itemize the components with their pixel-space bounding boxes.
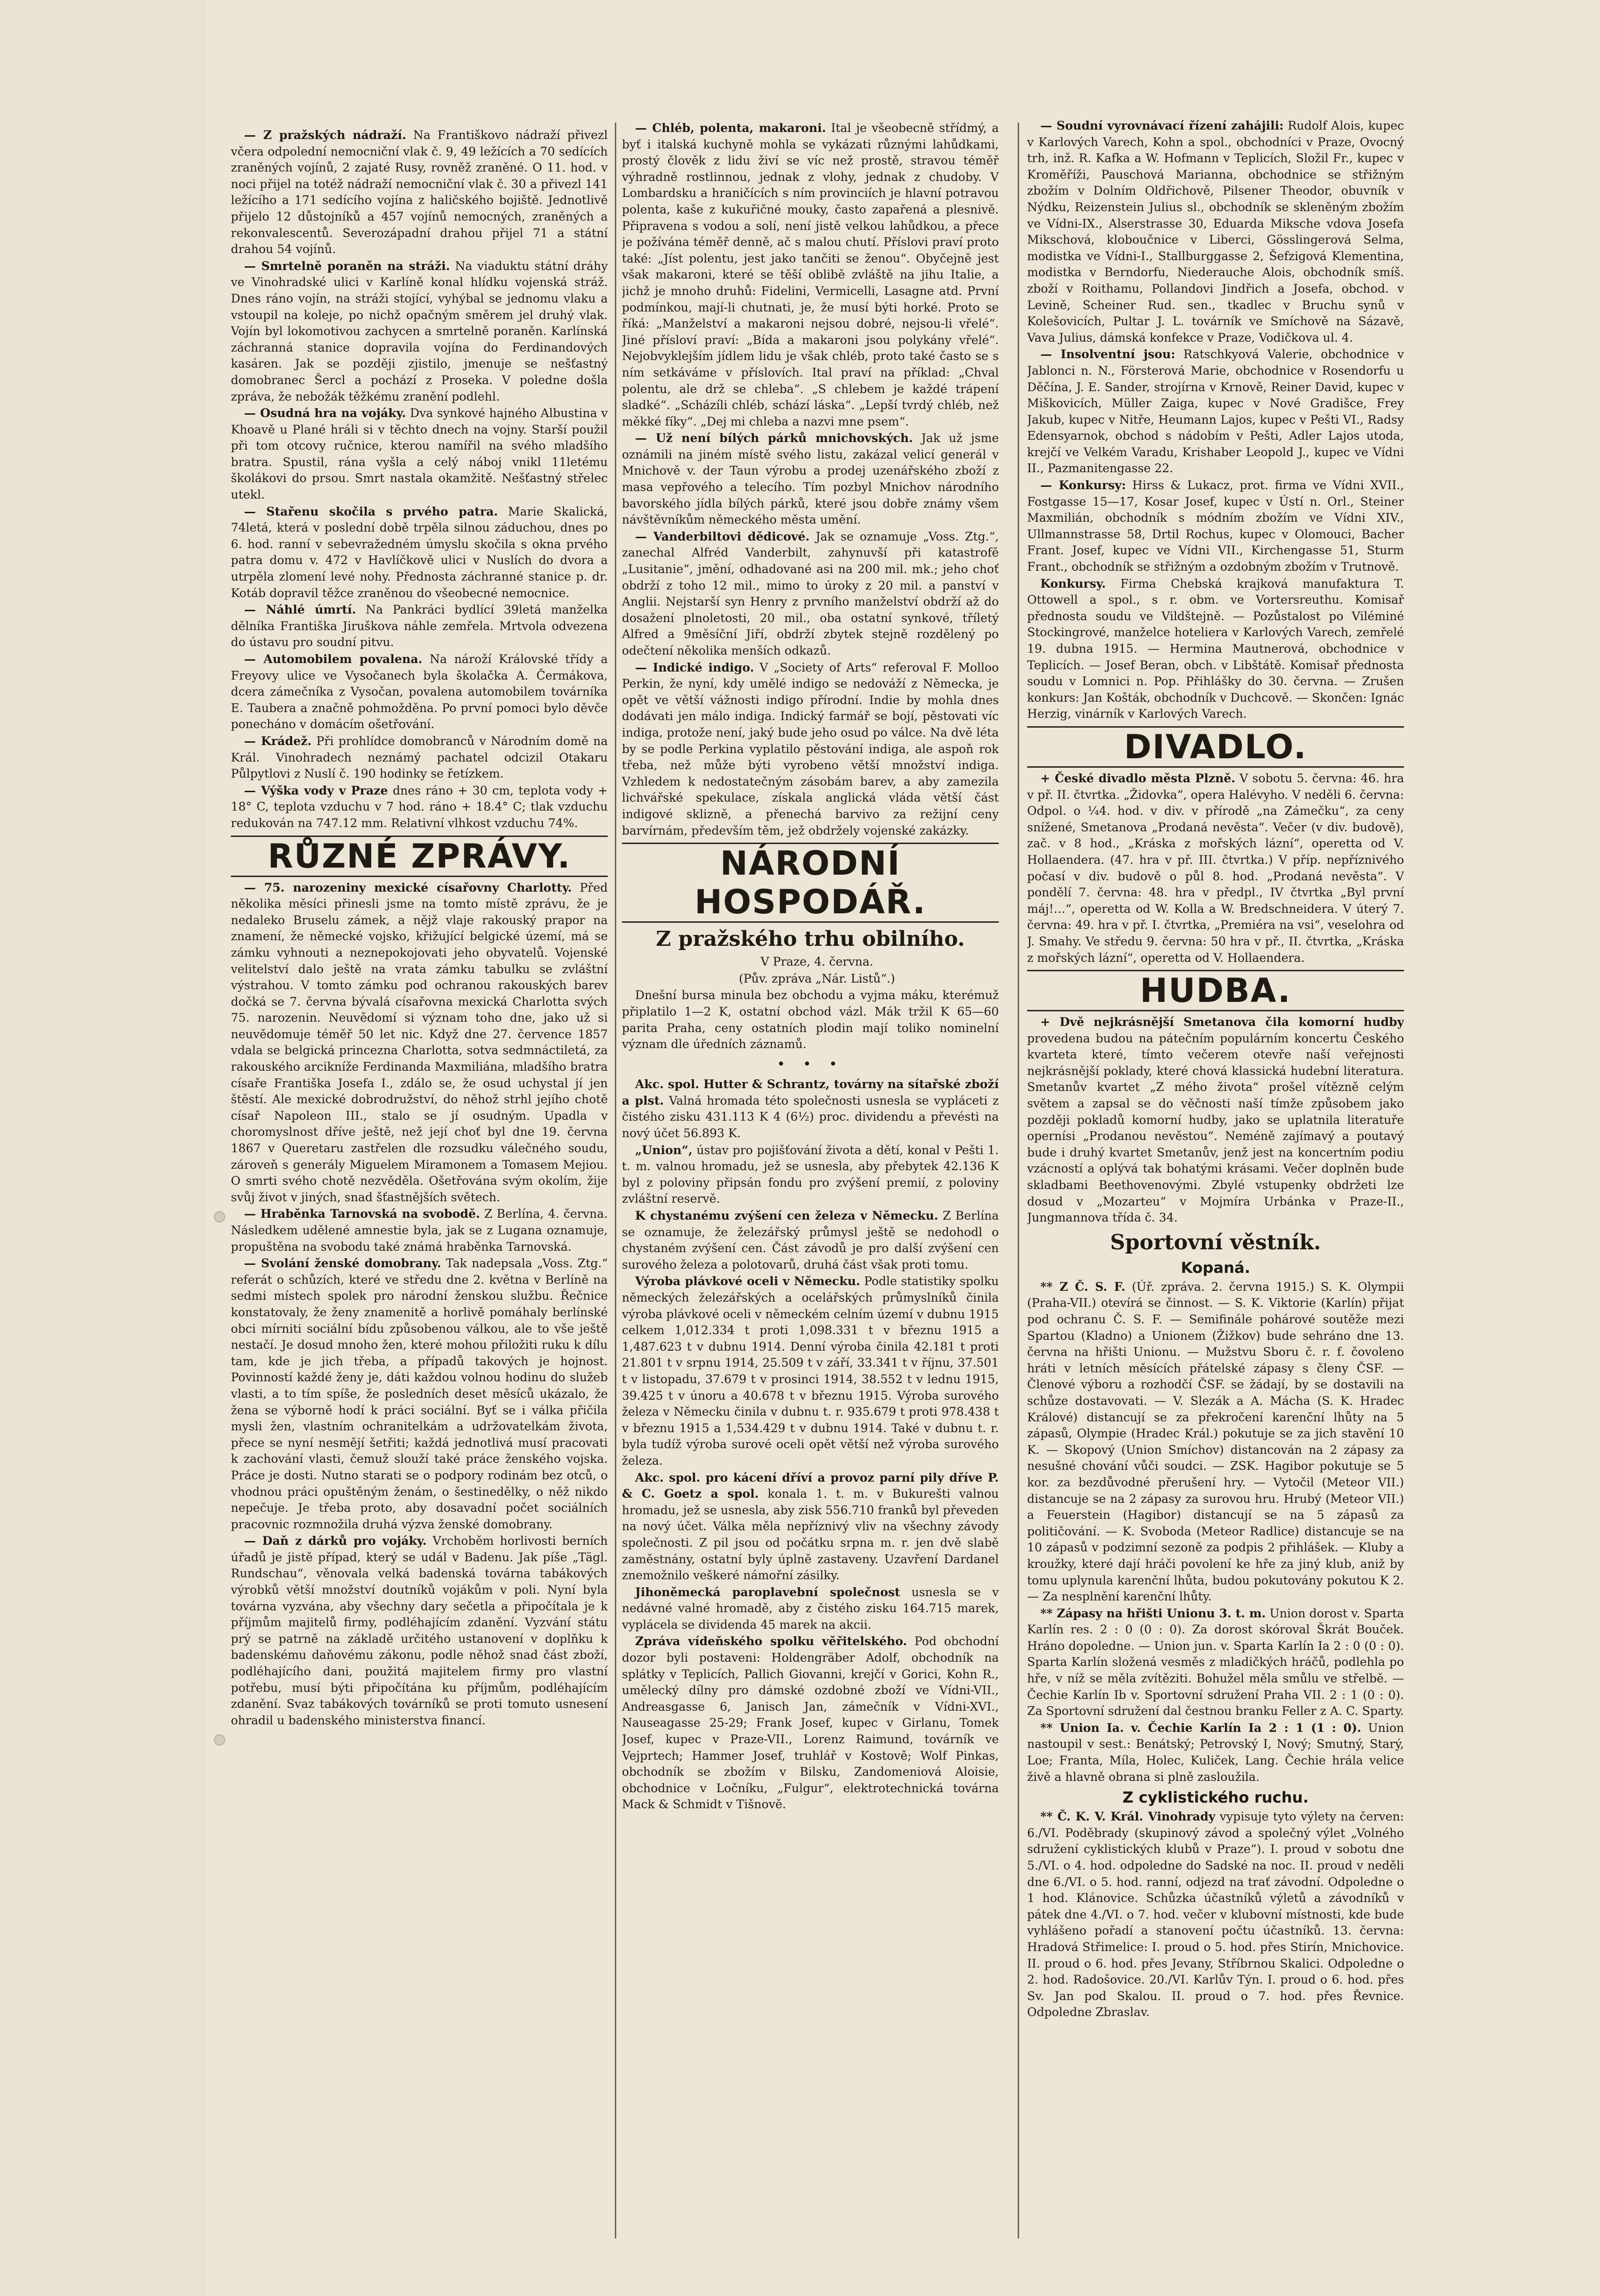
news-item xyxy=(231,1255,608,1533)
news-item-text: Z Berlína, 4. června. Následkem udělené amnestie byla, jak se z Lugana oznamuje, propuštěna na svobodu také známá hraběnka Tarnovská. xyxy=(231,1207,608,1254)
news-item xyxy=(622,1633,999,1813)
news-item-lead: — Výška vody v Praze xyxy=(244,783,388,797)
news-item-text: Pod obchodní dozor byli postaveni: Holdengräber Adolf, obchodník na splátky v Teplicích, Pallich Giovanni, krejčí v Gorici, Kohn R., umělecký dílny pro dámské ozdobné zboží ve Vídni-VII., Andreasgasse 6, Janisch Jan, zámečník v Vídni-XVI., Nauseagasse 25-29; Frank Josef, kupec v Girlanu, Tomek Josef, kupec v Praze-VII., Lorenz Raimund, továrník ve Vejprtech; Hammer Josef, truhlář v Kostově; Wolf Pinkas, obchodník se zbožím v Bilsku, Zandomeniová Aloisie, obchodnice v Ločníku, „Fulgur“, elektrotechnická továrna Mack & Schmidt v Tišnově. xyxy=(622,1634,999,1812)
section-title-divadlo: DIVADLO. xyxy=(1027,726,1404,768)
news-item-lead: ** Č. K. V. Král. Vinohrady xyxy=(1040,1810,1216,1824)
news-item-lead: — Hraběnka Tarnovská na svobodě. xyxy=(244,1207,480,1221)
news-item-text: Na Františkovo nádraží přivezl včera odpolední nemocniční vlak č. 9, 49 ležících a 70 sedících zraněných vojínů, 2 zajaté Rusy, rovněž zraněné. O 11. hod. v noci přijel na totéž nádraží nemocniční vlak č. 30 a přivezl 141 ležícího a 171 sedícího vojína z haličského bojiště. Jednotlivě přijelo 12 důstojníků a 457 vojínů nemocných, zraněných a rekonvalescentů. Severozápadní drahou přijel 71 a státní drahou 54 vojínů. xyxy=(231,128,608,256)
section-title-narodni-hospodar: NÁRODNÍ HOSPODÁŘ. xyxy=(622,843,999,923)
news-item-lead: — Osudná hra na vojáky. xyxy=(244,406,406,420)
source-note: (Pův. zpráva „Nár. Listů“.) xyxy=(739,971,895,985)
binding-hole xyxy=(214,1734,225,1746)
news-item xyxy=(231,405,608,503)
news-item-lead: ** Zápasy na hřišti Unionu 3. t. m. xyxy=(1040,1606,1266,1620)
news-item xyxy=(231,602,608,651)
news-item xyxy=(231,651,608,733)
news-item-text: Na viaduktu státní dráhy ve Vinohradské ulici v Karlíně konal hlídku vojenská stráž. Dnes ráno vojín, na stráži stojící, vyhýbal se jednomu vlaku a vstoupil na koleje, po nichž opačným směrem jel druhý vlak. Vojín byl lokomotivou zachycen a smrtelně poraněn. Karlínská záchranná stanice dopravila vojína do Ferdinandových kasáren. Jak se později zjistilo, jmenuje se nešťastný domobranec Šercl a pochází z Proseka. V poledne došla zpráva, že nebožák těžkému zranění podlehl. xyxy=(231,259,608,403)
news-item-text: Při prohlídce domobranců v Národním domě na Král. Vinohradech neznámý pachatel odcizil Otakaru Půlpytlovi z Nuslí č. 190 hodinky se řetízkem. xyxy=(231,734,608,781)
news-item-text: Marie Skalická, 74letá, která v poslední době trpěla silnou záduchou, dnes po 6. hod. ranní v sebevražedném úmyslu skočila s okna prvého patra domu v. 472 v Havlíčkově ulici v Nuslích do dvora a utrpěla zlomení levé nohy. Přednosta záchranné stanice p. dr. Kotáb dopravil těžce zraněnou do všeobecné nemocnice. xyxy=(231,504,608,600)
news-item-lead: Akc. spol. pro kácení dříví a provoz parní pily dříve P. & C. Goetz a spol. xyxy=(622,1470,999,1501)
news-item-text: Rudolf Alois, kupec v Karlových Varech, Kohn a spol., obchodníci v Praze, Ovocný trh, inž. R. Kafka a W. Hofmann v Teplicích, Složil Fr., kupec v Kroměříži, Pauschová Marianna, obchodnice se střižným zbožím v Dolním Oldřichově, Pilsener Theodor, obuvník v Nýdku, Reizenstein Julius sl., obchodník se skleněným zbožím ve Vídni-IX., Alserstrasse 30, Eduarda Miksche vdova Josefa Mikschová, kloboučnice v Liberci, Gösslingerová Selma, modistka ve Vídni-I., Stallburggasse 2, Šefzigová Klementina, modistka v Berndorfu, Niederauche Alois, obchodník smíš. zboží v Roithamu, Pollandovi Jindřich a Josefa, obchod. v Levině, Scheiner Rud. sen., tkadlec v Bruchu synů v Kolešovicích, Pultar J. L. továrník ve Smíchově na Sázavě, Vava Julius, dámská konfekce v Praze, Vodičkova ul. 4. xyxy=(1027,119,1404,344)
news-item xyxy=(622,660,999,839)
section-title-sportovni-vestnik: Sportovní věstník. xyxy=(1110,1230,1321,1255)
news-item xyxy=(231,783,608,832)
article-title-obilni-trh: Z pražského trhu obilního. xyxy=(656,927,965,951)
news-item-text: Valná hromada této společnosti usnesla se vypláceti z čistého zisku 431.113 K 4 (6½) proc. dividendu a převésti na nový účet 56.893 K. xyxy=(622,1093,999,1140)
news-item-text: (Úř. zpráva. 2. června 1915.) S. K. Olympii (Praha-VII.) otevírá se činnost. — S. K. Viktorie (Karlín) přijat pod ochranu Č. S. F. — Semifinále pohárové soutěže mezi Spartou (Kladno) a Unionem (Žižkov) bude sehráno dne 13. června na hřišti Unionu. — Mužstvu Sboru č. r. f. čovoleno hráti v letních měsících přátelské zápasy s členy ČSF. — Členové výboru a rozhodčí ČSF. se žádají, by se dostavili na schůze dostavovati. — V. Slezák a A. Mácha (S. K. Hradec Králové) distancují se za překročení karenční lhůty na 5 zápasů, Olympie (Hradec Král.) pokutuje se za jich stavění 10 K. — Skopový (Union Smíchov) distancován na 2 zápasy za nesušné chování vůči soudci. — ZSK. Hagibor pokutuje se 5 kor. za bezdůvodné přerušení hry. — Vytočil (Meteor VII.) distancuje se na 2 zápasy za surovou hru. Hrubý (Meteor VII.) a Feuerstein (Hagibor) distancují se na 5 zápasů za političování. — K. Svoboda (Meteor Radlice) distancuje se na 10 zápasů v podzimní sezoně za podpis 2 přihlášek. — Kluby a kroužky, které dají hráči povolení ke hře za jiný klub, aniž by tomu uplynula karenční lhůta, budou pokutovány pokutou K 2. — Za nesplnění karenční lhůty. xyxy=(1027,1279,1404,1604)
news-item-text: Union dorost v. Sparta Karlín res. 2 : 0 (0 : 0). Za dorost skóroval Škrát Bouček. Hráno dopoledne. — Union jun. v. Sparta Karlín Ia 2 : 0 (0 : 0). Sparta Karlín složená vesměs z mladičkých hráčů, podlehla po hře, v níž se měla zvítěziti. Bohužel měla smůlu ve střelbě. — Čechie Karlín Ib v. Sportovní sdružení Praha VII. 2 : 1 (0 : 0). Za Sportovní sdružení dal čestnou branku Feller z A. C. Sparty. xyxy=(1027,1606,1404,1718)
news-item-text: Firma Chebská krajková manufaktura T. Ottowell a spol., s r. obm. ve Vortersreuthu. Komisař přednosta soudu ve Vildštejně. — Pozůstalost po Viléminé Stockingrové, manželce hoteliera v Karlových Varech, zemřelé 19. dubna 1915. — Hermina Mautnerová, obchodnice v Teplicích. — Josef Beran, obch. v Libštátě. Komisař přednosta soudu v Lomnici n. Pop. Přihlášky do 30. června. — Zrušen konkurs: Jan Košták, obchodník v Duchcově. — Skončen: Ignác Herzig, vinárník v Karlových Varech. xyxy=(1027,576,1404,721)
column-2 xyxy=(622,120,999,2236)
news-item xyxy=(1027,576,1404,722)
column-rule xyxy=(615,123,616,2239)
news-item-lead: ** Z Č. S. F. xyxy=(1040,1279,1126,1294)
news-item-lead: — Stařenu skočila s prvého patra. xyxy=(244,504,498,518)
news-item-lead: — Indické indigo. xyxy=(635,660,754,674)
news-item-lead: Výroba plávkové oceli v Německu. xyxy=(635,1274,860,1288)
news-item-text: Union nastoupil v sest.: Benátský; Petrovský I, Nový; Smutný, Starý, Loe; Franta, Míla, Holec, Kuliček, Lang. Čechie hrála velice živě a hlavně obrana si plně zasloužila. xyxy=(1027,1721,1404,1784)
news-item-text: Hirss & Lukacz, prot. firma ve Vídni XVII., Fostgasse 15—17, Kosar Josef, kupec v Ústí n. Orl., Steiner Maxmilián, obchodník s módním zbožím ve Vídni XIV., Ullmannstrasse 58, Drtil Rochus, kupec v Olomouci, Bacher Frant. Josef, kupec ve Vídni VII., Kirchengasse 51, Sturm Frant., obchodník se střižným a ozdobným zbožím v Trutnově. xyxy=(1027,478,1404,574)
news-item xyxy=(622,1208,999,1273)
news-item-lead: — Vanderbiltovi dědicové. xyxy=(635,529,810,543)
news-item-lead: — Chléb, polenta, makaroni. xyxy=(635,121,826,135)
news-item-lead: ** Union Ia. v. Čechie Karlín Ia 2 : 1 (1 : 0). xyxy=(1040,1721,1362,1735)
section-title-ruzne-zpravy: RŮZNÉ ZPRÁVY. xyxy=(231,836,608,877)
news-item-text: ústav pro pojišťování života a dětí, konal v Pešti 1. t. m. valnou hromadu, jež se usnesla, aby přebytek 42.136 K byl z poloviny připsán fondu pro zvýšení premií, z poloviny zvláštní reservě. xyxy=(622,1143,999,1206)
news-item xyxy=(1027,1606,1404,1720)
news-item-lead: + České divadlo města Plzně. xyxy=(1040,771,1235,785)
news-item xyxy=(622,1584,999,1633)
news-item xyxy=(1027,1720,1404,1785)
news-item xyxy=(231,880,608,1206)
dateline: V Praze, 4. června. xyxy=(760,955,873,969)
news-item xyxy=(1027,1809,1404,2021)
news-item-lead: K chystanému zvýšení cen železa v Německu. xyxy=(635,1209,939,1223)
news-item-text: Vrchoběm horlivosti berních úřadů je jistě případ, který se udál v Badenu. Jak píše „Tägl. Rundschau“, věnovala velká badenská továrna tabákových výrobků větší množství doutníků vojákům v poli. Nyní byla továrna vyzvána, aby všechny dary sečetla a připočítala je k příjmům majitelů firmy, podléhajícím zdanění. Vyzvání státu prý se patrně na základě určitého ustanovení v doplňku k badenskému daňovému zákonu, podle něhož snad část zboží, podléhajícího dani, použitá majitelem firmy pro vlastní potřebu, musí býti připočítána ku příjmům, podléhajícím zdanění. Svaz tabákových továrníků se proti tomuto usnesení ohradil u badenského ministerstva financí. xyxy=(231,1534,608,1727)
news-item xyxy=(622,1470,999,1584)
news-item-lead: — Krádež. xyxy=(244,734,312,748)
news-item-text: Ital je všeobecně střídmý, a byť i italská kuchyně mohla se vykázati různými lahůdkami, prostý člověk z lidu živí se víc než prostě, stravou téměř výhradně rostlinnou, jednak z vlohy, jednak z chudoby. V Lombardsku a hraničících s ním provinciích je hlavní potravou polenta, kaše z kukuřičné mouky, často zapařená a plesnivě. Připravena s vodou a solí, není jistě velkou lahůdkou, a přece je požívána téměř denně, ač s malou chutí. Příslovi praví proto také: „Jíst polentu, jest jako tančiti se ženou“. Obyčejně jest však makaroni, které se těší oblibě zvláště na jihu Italie, a jichž je mnoho druhů: Fidelini, Vermicelli, Lasagne atd. První podmínkou, mají-li chutnati, je, že musí býti horké. Proto se říká: „Manželství a makaroni nejsou dobré, nejsou-li vřelé“. Jiné přísloví praví: „Bída a makaroni jsou polykány vřelé“. Nejobvyklejším jídlem lidu je však chléb, proto také často se s ním setkáváme v příslovích. Ital praví na příklad: „Chval polentu, ale drž se chleba“. „S chlebem je každé trápení sladké“. „Scházíli chléb, schází láska“. „Lepší tvrdý chléb, než měkké fíky“. „Dej mi chleba a nazvi mne psem“. xyxy=(622,121,999,428)
news-item xyxy=(1027,118,1404,346)
column-1 xyxy=(231,127,608,2239)
news-item-lead: + Dvě nejkrásnější Smetanova čila komorní hudby xyxy=(1040,1015,1404,1029)
news-item-text: Podle statistiky spolku německých železářských a ocelářských průmyslníků činila výroba plávkové oceli v německém celním území v dubnu 1915 celkem 1,012.334 t proti 1,098.331 t v březnu 1915 a 1,487.623 t v dubnu 1914. Denní výroba činila 42.181 t proti 21.801 t v srpnu 1914, 25.509 t v září, 33.341 t v říjnu, 37.501 t v listopadu, 37.679 t v prosinci 1914, 38.552 t v lednu 1915, 39.425 t v únoru a 40.678 t v březnu 1915. Výroba surového železa v Německu činila v dubnu t. r. 935.679 t proti 978.438 t v březnu 1915 a 1,534.429 t v dubnu 1914. Také v dubnu t. r. byla tudíž výroba surové oceli opět větší než výroba surového železa. xyxy=(622,1274,999,1468)
news-item-lead: Konkursy. xyxy=(1040,576,1106,590)
news-item-text: konala 1. t. m. v Bukurešti valnou hromadu, jež se usnesla, aby zisk 556.710 franků byl převeden na nový účet. Válka měla nepříznivý vliv na všechny závody společnosti. Z pil jsou od počátku srpna m. r. jen dvě slabě zaměstnány, ostatní byly úplně zastaveny. Uzavření Dardanel znemožnilo veškeré námořní zásilky. xyxy=(622,1487,999,1583)
news-item-text: V sobotu 5. června: 46. hra v př. II. čtvrtka. „Židovka“, opera Halévyho. V neděli 6. června: Odpol. o ¼4. hod. v div. v přírodě „na Zámečku“, za ceny snížené, Smetanova „Prodaná nevěsta“. Večer (v div. budově), zač. v 8 hod., „Kráska z mořských lázní“, operetta od V. Hollaendera. (47. hra v př. III. čtvrtka.) V příp. nepříznivého počasí v div. budově o půl 8. hod. „Prodaná nevěsta“. V pondělí 7. června: 48. hra v předpl., IV čtvrtka „Byl první máj!…“, operetta od W. Kolla a W. Bredschneidera. V úterý 7. června: 49. hra v př. I. čtvrtka, „Premiéra na vsi“, veselohra od J. Smahy. Ve středu 9. června: 50 hra v př., II. čtvrtka, „Kráska z mořských lázní“, operetta od V. Hollaendera. xyxy=(1027,771,1404,965)
news-item-lead: — Soudní vyrovnávací řízení zahájili: xyxy=(1040,119,1284,132)
news-item xyxy=(231,127,608,258)
news-item-lead: — Smrtelně poraněn na stráži. xyxy=(244,259,450,273)
news-item xyxy=(231,258,608,405)
news-item-lead: — Daň z dárků pro vojáky. xyxy=(244,1534,427,1548)
news-item xyxy=(1027,477,1404,575)
news-item-lead: — Náhlé úmrtí. xyxy=(244,603,356,617)
news-item-lead: — Svolání ženské domobrany. xyxy=(244,1256,441,1271)
news-item xyxy=(231,504,608,602)
news-item-text: Dva synkové hajného Albustina v Khoavě u Plané hráli si v těchto dnech na vojny. Starší použil při tom otcovy ručnice, kterou namířil na svého mladšího bratra. Spustil, rána vyšla a celý náboj vnikl 11letému školákovi do prsou. Smrt nastala okamžitě. Nešťastný střelec utekl. xyxy=(231,406,608,502)
news-item-text: Ratschkyová Valerie, obchodnice v Jablonci n. N., Försterová Marie, obchodnice v Rosendorfu u Děčína, J. E. Sander, strojírna v Krnově, Reiner David, kupec v Miškovicích, Müller Zaiga, kupec v Nové Gradišce, Frey Jakub, kupec v Nitře, Heumann Lajos, kupec v Pešti VI., Radsy Edensyarnok, obchod s nádobím v Pešti, Adler Lajos utoda, krejčí ve Velkém Varadu, Krishaber Leopold J., kupec ve Vídni II., Pazmanitengasse 22. xyxy=(1027,347,1404,476)
news-item-text: Tak nadepsala „Voss. Ztg.“ referát o schůzích, které ve středu dne 2. května v Berlíně na sedmi místech spolek pro národní ženskou službu. Řečnice konstatovaly, že ženy znamenitě a horlivě pomáhaly berlínské obci mírniti sociální bídu způsobenou válkou, ale to vše ještě nestačí. Je dosud mnoho žen, které mohou přiložiti ruku k dílu tam, kde je jich třeba, a případů takových je hojnost. Povinností každé ženy je, dáti každou volnou hodinu do služeb vlasti, a to tím spíše, že posledních deset měsíců ukázalo, že žena se výborně hodí k práci sociální. Byť se i válka přičila mysli žen, vlastním ochranitelkám a udržovatelkám života, přece se nyní nesmějí šetřiti; každá jednotlivá musí pracovati k zachování vlasti, čemuž slouží také práce ženského vojska. Práce je dosti. Nutno starati se o podpory rodinám bez otců, o vhodnou práci opuštěným ženám, o šestinedělky, o něž nikdo nepečuje. Je třeba proto, aby dosavadní počet sociálních pracovnic rozmnožila druhá výzva ženské domobrany. xyxy=(231,1256,608,1531)
news-item xyxy=(231,1206,608,1255)
news-item xyxy=(1027,1279,1404,1605)
news-item-text: Jak se oznamuje „Voss. Ztg.“, zanechal Alfréd Vanderbilt, zahynuvší při katastrofě „Lusitanie“, jmění, odhadované asi na 200 mil. mk.; jeho choť obdrží z toho 12 mil., mimo to úroky z 20 mil. a panství v Anglii. Nejstarší syn Henry z prvního manželství obdrží až do dosažení plnoletosti, 20 mil., oba ostatní synkové, tříletý Alfred a 9měsíční Jiří, obdrží zbytek stejně rozdělený po odečtení několika menších odkazů. xyxy=(622,529,999,657)
subsection-title-cyklistika: Z cyklistického ruchu. xyxy=(1122,1788,1309,1807)
news-item-text: usnesla se v nedávné valné hromadě, aby z čistého zisku 164.715 marek, vyplácela se dividenda 45 marek na akcii. xyxy=(622,1585,999,1632)
news-item-lead: — Z pražských nádraží. xyxy=(244,128,407,142)
news-item xyxy=(622,120,999,430)
news-item-lead: Jihoněmecká paroplavební společnost xyxy=(635,1585,900,1599)
news-item-lead: — 75. narozeniny mexické císařovny Charlotty. xyxy=(244,880,572,894)
column-3 xyxy=(1027,118,1404,2239)
news-item-lead: Akc. spol. Hutter & Schrantz, továrny na sítařské zboží a plst. xyxy=(622,1077,999,1107)
news-item-lead: — Už není bílých párků mnichovských. xyxy=(635,431,913,445)
column-rule xyxy=(1018,123,1019,2239)
news-item xyxy=(622,430,999,528)
news-item xyxy=(622,1076,999,1141)
news-item xyxy=(622,529,999,659)
news-item xyxy=(622,1273,999,1469)
subsection-title-kopana: Kopaná. xyxy=(1181,1258,1250,1277)
news-item xyxy=(622,1142,999,1207)
news-item-lead: — Automobilem povalena. xyxy=(244,652,423,666)
news-item-text: Před několika měsíci přinesli jsme na tomto místě zprávu, že je nedaleko Bruselu zámek, a nějž vlaje rakouský prapor na znamení, že německé vojsko, křižující belgické území, má se zámku vyhnouti a neznepokojovati jeho obyvatelů. Vojenské velitelství dalo ještě na vrata zámku tabulku se zvláštní výstrahou. V tomto zámku pod ochranou rakouských barev dočká se 7. června bývalá císařovna mexická Charlotta svých 75. narozenin. Neuvědomí si význam toho dne, jako už si neuvědomuje téměř 50 let nic. Když dne 27. července 1857 vdala se belgická princezna Charlotta, sotva sedmnáctiletá, za rakouského arcikníže Ferdinanda Maxmiliána, mladšího bratra císaře Františka Josefa I., zdálo se, že osud uchystal jí jen štěstí. Ale mexické dobrodružství, do něhož strhl jejího chotě císař Napoleon III., stalo se jí osudným. Upadla v choromyslnost dříve ještě, než její choť byl dne 19. června 1867 v Queretaru zastřelen dle rozsudku válečného soudu, zároveň s generály Miguelem Miramonem a Tomasem Mejiou. O smrti svého chotě nezvěděla. Ošetřována svým okolím, žije svůj život v jiných, snad šťastnějších světech. xyxy=(231,880,608,1204)
news-item-text: Z Berlína se oznamuje, že železářský průmysl ještě se nedohodl o chystaném zvýšení cen. Část závodů je pro další zvýšení cen surového železa a polotovarů, druhá část však proti tomu. xyxy=(622,1209,999,1271)
binding-hole xyxy=(214,1211,225,1222)
news-item xyxy=(1027,771,1404,966)
news-item-text: Na Pankráci bydlící 39letá manželka dělníka Františka Jiruškova náhle zemřela. Mrtvola odvezena do ústavu pro soudní pitvu. xyxy=(231,603,608,649)
news-item-text: vypisuje tyto výlety na červen: 6./VI. Poděbrady (skupinový závod a společný výlet „Volného sdružení cyklistických klubů v Praze“). I. proud v sobotu dne 5./VI. o 4. hod. odpoledne do Sadské na noc. II. proud v neděli dne 6./VI. o 5. hod. ranní, odjezd na trať závodní. Odpoledne o 1 hod. Klánovice. Schůzka účastníků výletů a závodníků v pátek dne 4./VI. o 7. hod. večer v klubovní místnosti, kde bude vyhlášeno pořadí a stanovení počtu účastníků. 13. června: Hradová Střimelice: I. proud o 5. hod. přes Stirín, Mnichovice. II. proud o 6. hod. přes Jevany, Stříbrnou Skalici. Odpoledne o 2. hod. Radošovice. 20./VI. Karlův Týn. I. proud o 6. hod. přes Sv. Jan pod Skalou. II. proud o 7. hod. přes Řevnice. Odpoledne Zbraslav. xyxy=(1027,1810,1404,2019)
news-item-lead: Zpráva vídeňského spolku věřitelského. xyxy=(635,1634,907,1648)
news-item-lead: — Konkursy: xyxy=(1040,478,1126,492)
separator-dots: • • • xyxy=(776,1056,844,1073)
news-item xyxy=(1027,1014,1404,1226)
section-title-hudba: HUDBA. xyxy=(1027,970,1404,1011)
market-report: Dnešní bursa minula bez obchodu a vyjma máku, kterémuž připlatilo 1—2 K, ostatní obchod vázl. Mák tržil K 65—60 parita Praha, ceny ostatních plodin mají toliko nominelní význam dle úředních záznamů. xyxy=(622,988,999,1051)
news-item-text: Jak už jsme oznámili na jiném místě svého listu, zakázal velicí generál v Mnichově v. der Taun výrobu a prodej uzenářského zboží z masa vepřového a telecího. Tím pozbyl Mnichov národního bavorského jídla bílých párků, které jsou dobře známy všem návštěvníkům německého města umění. xyxy=(622,431,999,527)
news-item xyxy=(231,1533,608,1729)
news-item-lead: — Insolventní jsou: xyxy=(1040,347,1176,361)
news-item-text: dnes ráno + 30 cm, teplota vody + 18° C, teplota vzduchu v 7 hod. ráno + 18.4° C; tlak vzduchu redukován na 747.12 mm. Relativní vlhkost vzduchu 74%. xyxy=(231,783,608,830)
news-item-text: Na nároží Královské třídy a Freyovy ulice ve Vysočanech byla školačka A. Čermákova, dcera zámečníka z Vysočan, povalena automobilem továrníka E. Taubera a značně pohmožděna. Po první pomoci bylo děvče ponecháno v domácím ošetřování. xyxy=(231,652,608,731)
news-item xyxy=(231,733,608,782)
news-item xyxy=(1027,346,1404,477)
news-item-text: V „Society of Arts“ referoval F. Molloo Perkin, že nyní, kdy umělé indigo se nedováží z Německa, je opět ve větší vážnosti indigo přírodní. Indie by mohla dnes dodávati jen málo indiga. Indický farmář se bojí, pěstovati víc indiga, protože není, jaký bude jeho osud po válce. Na dvě léta by se podle Perkina vyplatilo pěstování indiga, ale aspoň rok třeba, než může býti vyrobeno větší množství indiga. Vzhledem k nedostatečným zásobám barev, a aby zamezila lichvářské spekulace, získala anglická vláda větší část indigové sklizně, a přenechá barvivo za režijní ceny barvírnám, především těm, jež obdržely vojenské zakázky. xyxy=(622,660,999,837)
news-item-lead: „Union“, xyxy=(635,1143,693,1157)
news-item-text: provedena budou na pátečním populárním koncertu Českého kvarteta které, tímto večerem otevře naší veřejnosti nejkrásnější poklady, které chová klassická hudební literatura. Smetanův kvartet „Z mého života“ prošel vítězně celým světem a zapsal se do věčnosti naší tímže způsobem jako později pokladů komorní hudby, jako se uplatnila literatuře opernísi „Prodanou nevěstou“. Neméně zajímavý a poutavý bude i druhý kvartet Smetanův, jenž jest na koncertním podiu vzácností a oplývá tak bohatými krásami. Večer doplněn bude skladbami Beethovenovými. Zbylé vstupenky obdržeti lze dosud v „Mozarteu“ v Mojmíra Urbánka v Praze-II., Jungmannova třída č. 34. xyxy=(1027,1031,1404,1225)
